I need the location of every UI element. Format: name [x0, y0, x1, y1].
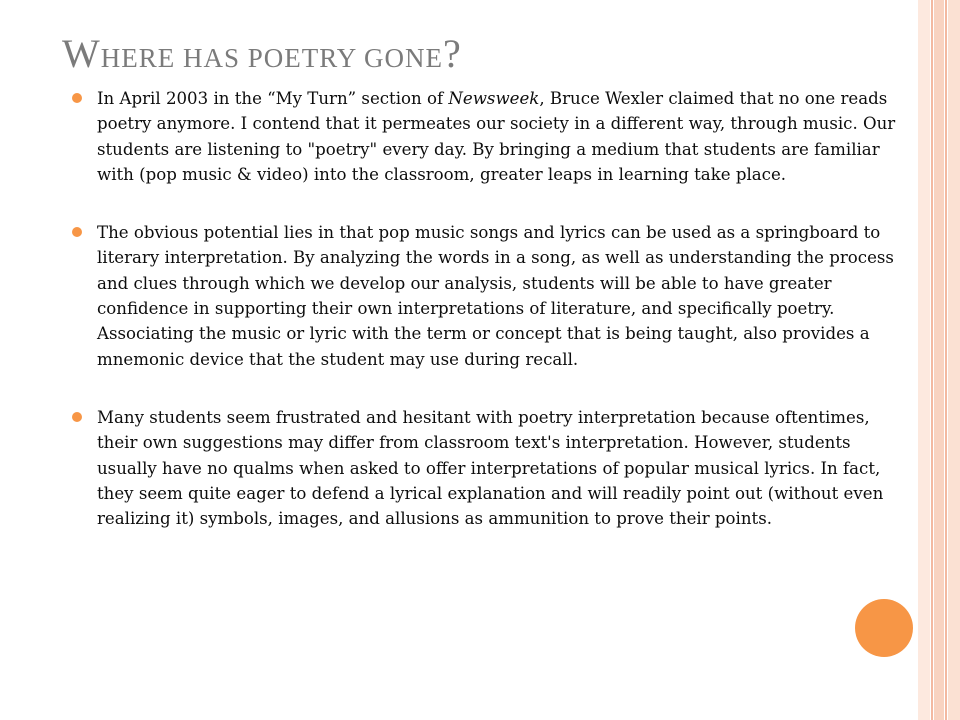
stripe-thin-1 [931, 0, 933, 720]
bullet-text-after: , Bruce Wexler claimed that no one reads poetry anymore. I contend that it permeates our society in a different way, through music. Our students are listening to "poetry" every day. By bringing a medium that students are familiar with (pop music & video) into the classroom, greater leaps in learning take place. [97, 89, 896, 184]
bullet-dot-icon [72, 412, 82, 422]
bullet-text [97, 86, 914, 187]
orange-circle-decoration [855, 599, 913, 657]
bullet-dot-icon [72, 227, 82, 237]
stripe-thin-2 [945, 0, 947, 720]
bullet-text: The obvious potential lies in that pop music songs and lyrics can be used as a springboard to literary interpretation. By analyzing the words in a song, as well as understanding the process and clues through which we develop our analysis, students will be able to have greater confidence in supporting their own interpretations of literature, and specifically poetry. Associating the music or lyric with the term or concept that is being taught, also provides a mnemonic device that the student may use during recall. [97, 223, 894, 369]
bullet-text: Many students seem frustrated and hesitant with poetry interpretation because oftentimes, their own suggestions may differ from classroom text's interpretation. However, students usually have no qualms when asked to offer interpretations of popular musical lyrics. In fact, they seem quite eager to defend a lyrical explanation and will readily point out (without even realizing it) symbols, images, and allusions as ammunition to prove their points. [97, 407, 884, 529]
bullet-list [72, 86, 914, 564]
stripe-wide [934, 0, 944, 720]
stripe-edge [948, 0, 960, 720]
bullet-item [72, 405, 914, 531]
newsweek-italic: Newsweek [448, 89, 540, 108]
bullet-dot-icon [72, 93, 82, 103]
title-question-mark: ? [443, 31, 462, 76]
slide-title [62, 30, 462, 77]
bullet-text-before: In April 2003 in the “My Turn” section of [97, 89, 449, 108]
bullet-item [72, 86, 914, 187]
stripe-outer-light [918, 0, 930, 720]
title-cap: W [62, 31, 101, 76]
bullet-item [72, 220, 914, 372]
title-smallcaps: HERE HAS POETRY GONE [100, 43, 444, 73]
